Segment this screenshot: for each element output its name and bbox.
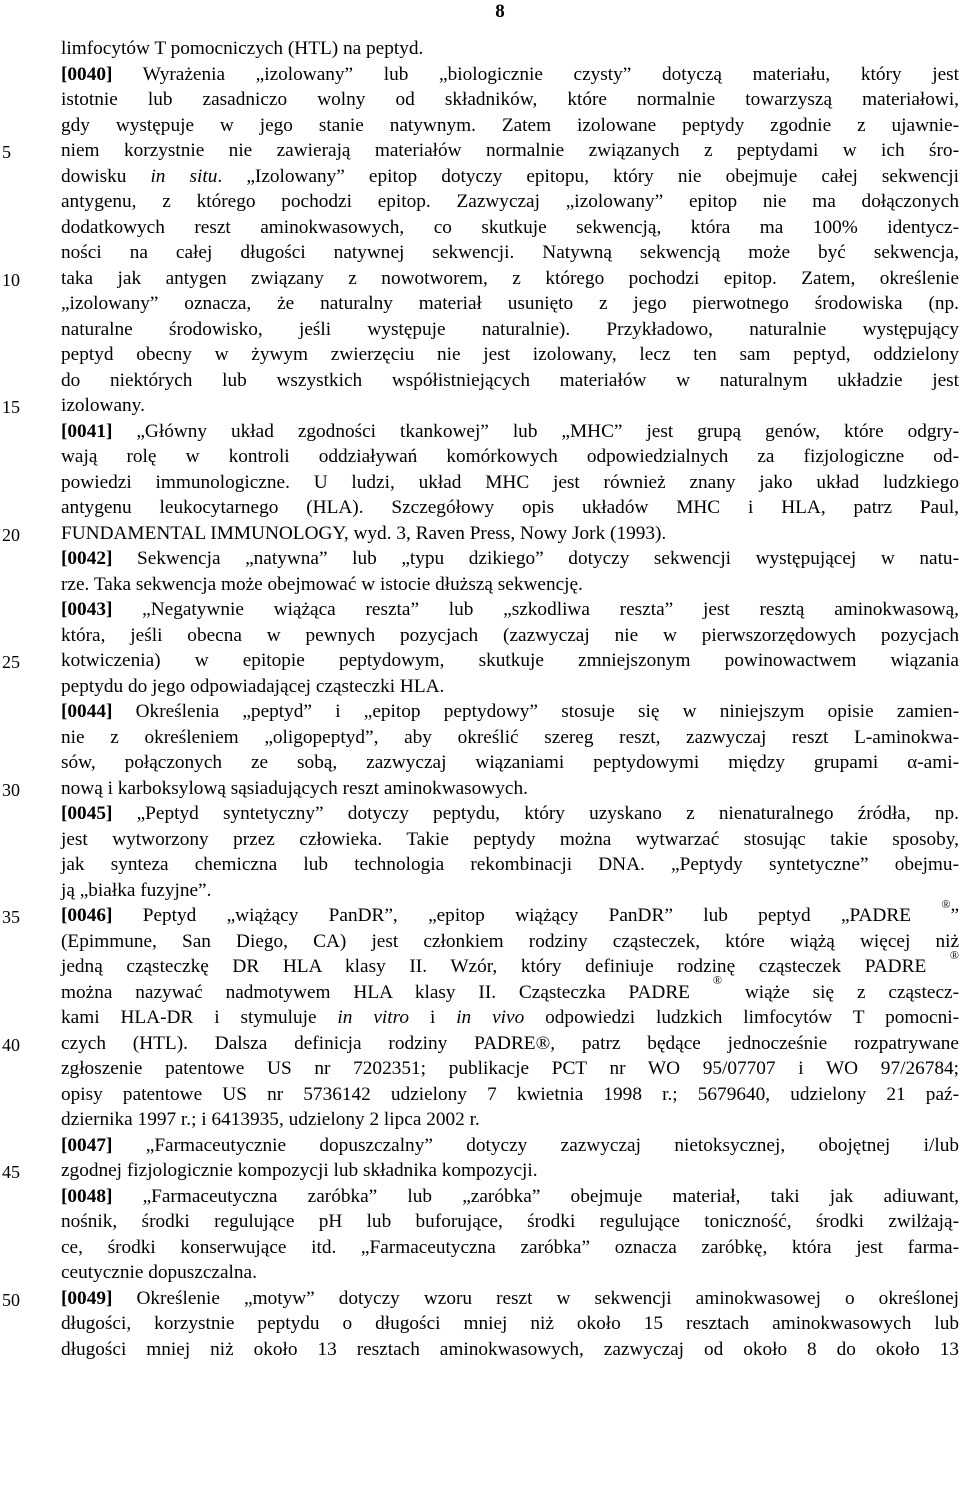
text-segment: która, jeśli obecna w pewnych pozycjach (zazwyczaj nie w pierwszorzędowych pozycjach (61, 624, 959, 646)
text-line (61, 674, 959, 700)
text-segment: wają rolę w kontroli oddziaływań komórkowych odpowiedzialnych za fizjologiczne od- (61, 446, 959, 467)
text-segment: „Farmaceutyczna zaróbka” lub „zaróbka” obejmuje materiał, taki jak adiuwant, (112, 1185, 959, 1207)
text-line (61, 1337, 959, 1363)
text-segment: „Peptyd syntetyczny” dotyczy peptydu, który uzyskano z nienaturalnego źródła, np. (112, 803, 959, 824)
text-segment: dziernika 1997 r.; i 6413935, udzielony 2 lipca 2002 r. (61, 1109, 480, 1130)
text-line (61, 1133, 959, 1159)
text-line (61, 1209, 959, 1235)
margin-line-number: 50 (2, 1289, 20, 1310)
text-line (61, 801, 959, 827)
text-line (61, 291, 959, 317)
paragraph-id: [0043] (61, 599, 113, 620)
text-segment: limfocytów T pomocniczych (HTL) na peptyd. (61, 38, 424, 59)
text-line (61, 189, 959, 215)
text-segment: antygenu, z którego pochodzi epitop. Zazwyczaj „izolowany” epitop nie ma dołączonych (61, 191, 959, 212)
text-segment: jedną cząsteczkę DR HLA klasy II. Wzór, który definiuje rodzinę cząsteczek PADRE (61, 956, 950, 977)
text-segment: taka jak antygen związany z nowotworem, z którego pochodzi epitop. Zatem, określenie (61, 267, 959, 289)
text-segment: kami HLA-DR i stymuluje (61, 1007, 338, 1028)
text-segment: długości mniej niż około 13 resztach aminokwasowych, zazwyczaj od około 8 do około 13 (61, 1338, 959, 1360)
paragraph-id: [0047] (61, 1134, 113, 1156)
text-segment: Sekwencja „natywna” lub „typu dzikiego” dotyczy sekwencji występującej w natu- (112, 548, 959, 569)
italic-term: in vivo (456, 1007, 525, 1028)
registered-mark: ® (941, 896, 951, 911)
text-line (61, 597, 959, 623)
text-segment: ją „białka fuzyjne”. (61, 879, 212, 901)
text-line (61, 852, 959, 878)
margin-line-number: 25 (2, 652, 20, 672)
text-segment: nie z określeniem „oligopeptyd”, aby określić szereg reszt, zazwyczaj reszt L-aminokwa- (61, 726, 959, 748)
text-line (61, 215, 959, 241)
paragraph-id: [0045] (61, 803, 113, 824)
text-line (61, 572, 959, 598)
italic-term: in vitro (337, 1007, 410, 1028)
text-line (61, 317, 959, 343)
text-segment: nośnik, środki regulujące pH lub buforujące, środki regulujące toniczność, środki zwilżają- (61, 1211, 959, 1232)
text-segment: sów, połączonych ze sobą, zazwyczaj wiązaniami peptydowymi między grupami α-ami- (61, 752, 959, 773)
text-segment: opisy patentowe US nr 5736142 udzielony 7 kwietnia 1998 r.; 5679640, udzielony 21 paź- (61, 1083, 959, 1105)
text-segment: ce, środki konserwujące itd. „Farmaceutyczna zaróbka” oznacza zaróbkę, która jest farma- (61, 1236, 959, 1258)
margin-line-number: 30 (2, 779, 20, 800)
text-segment: niem korzystnie nie zawierają materiałów normalnie związanych z peptydami w ich śro- (61, 140, 959, 161)
text-segment: do niektórych lub wszystkich współistniejących materiałów w naturalnym układzie jest (61, 369, 959, 391)
margin-line-number: 35 (2, 907, 20, 927)
text-segment: „izolowany” oznacza, że naturalny materiał usunięto z jego pierwotnego środowiska (np. (61, 293, 959, 314)
text-segment: długości, korzystnie peptydu o długości mniej niż około 15 resztach aminokwasowych lub (61, 1313, 959, 1334)
text-line (61, 444, 959, 470)
text-segment: ności na całej długości natywnej sekwencji. Natywną sekwencją może być sekwencja, (61, 242, 959, 263)
text-line (61, 393, 959, 419)
margin-line-number: 20 (2, 524, 20, 545)
text-line (61, 725, 959, 751)
text-segment: ” (950, 905, 959, 926)
text-segment: jest wytworzony przez człowieka. Takie peptydy można wytwarzać stosując takie sposoby, (61, 828, 959, 850)
text-segment: Wyrażenia „izolowany” lub „biologicznie czysty” dotyczą materiału, który jest (112, 63, 959, 85)
text-segment: gdy występuje w jego stanie natywnym. Zatem izolowane peptydy zgodnie z ujawnie- (61, 114, 959, 136)
text-line (61, 776, 959, 802)
text-line (61, 947, 959, 980)
text-segment: zgłoszenie patentowe US nr 7202351; publikacje PCT nr WO 95/07707 i WO 97/26784; (61, 1058, 959, 1079)
margin-line-number: 40 (2, 1034, 20, 1055)
text-line (61, 929, 959, 955)
text-line (61, 648, 959, 674)
paragraph-id: [0048] (61, 1185, 113, 1207)
text-segment: nową i karboksylową sąsiadujących reszt aminokwasowych. (61, 777, 528, 799)
italic-term: in situ (150, 165, 218, 187)
registered-mark: ® (712, 973, 722, 988)
text-line (61, 1286, 959, 1312)
text-line (61, 1235, 959, 1261)
text-line (61, 138, 959, 164)
text-segment: naturalne środowisko, jeśli występuje naturalnie). Przykładowo, naturalnie występujący (61, 318, 959, 340)
text-segment: Określenie „motyw” dotyczy wzoru reszt w sekwencji aminokwasowej o określonej (112, 1287, 959, 1309)
text-segment: dodatkowych reszt aminokwasowych, co skutkuje sekwencją, która ma 100% identycz- (61, 216, 959, 238)
text-line (61, 495, 959, 521)
text-line (61, 87, 959, 113)
text-line (61, 470, 959, 496)
text-segment: „Farmaceutycznie dopuszczalny” dotyczy zazwyczaj nietoksycznej, obojętnej i/lub (112, 1134, 959, 1156)
text-segment: ceutycznie dopuszczalna. (61, 1262, 257, 1283)
text-segment: jak synteza chemiczna lub technologia rekombinacji DNA. „Peptydy syntetyczne” obejmu- (61, 854, 959, 875)
text-line (61, 266, 959, 292)
text-line (61, 896, 959, 929)
text-line (61, 1184, 959, 1210)
text-line (61, 240, 959, 266)
text-segment: powiedzi immunologiczne. U ludzi, układ MHC jest również znany jako układ ludzkiego (61, 471, 959, 493)
text-segment: FUNDAMENTAL IMMUNOLOGY, wyd. 3, Raven Press, Nowy Jork (1993). (61, 522, 667, 544)
text-line (61, 878, 959, 904)
text-segment: Peptyd „wiążący PanDR”, „epitop wiążący PanDR” lub peptyd „PADRE (112, 905, 942, 926)
text-line (61, 36, 959, 62)
text-segment: rze. Taka sekwencja może obejmować w istocie dłuższą sekwencję. (61, 573, 583, 595)
text-segment: „Główny układ zgodności tkankowej” lub „MHC” jest grupą genów, które odgry- (112, 420, 959, 442)
text-line (61, 699, 959, 725)
margin-line-numbers (0, 0, 30, 1511)
text-segment: istotnie lub zasadniczo wolny od składników, które normalnie towarzyszą materiałowi, (61, 89, 959, 110)
paragraph-id: [0042] (61, 548, 113, 569)
text-segment: czych (HTL). Dalsza definicja rodziny PADRE®, patrz będące jednocześnie rozpatrywane (61, 1032, 959, 1054)
paragraph-id: [0046] (61, 905, 113, 926)
text-segment: można nazywać nadmotywem HLA klasy II. Cząsteczka PADRE (61, 981, 713, 1003)
paragraph-id: [0041] (61, 420, 113, 442)
text-line (61, 1260, 959, 1286)
text-line (61, 1082, 959, 1108)
text-segment: peptyd obecny w żywym zwierzęciu nie jest izolowany, lecz ten sam peptyd, oddzielony (61, 344, 959, 365)
text-line (61, 62, 959, 88)
text-segment: (Epimmune, San Diego, CA) jest członkiem rodziny cząsteczek, które wiążą więcej niż (61, 930, 959, 952)
body-text (61, 36, 959, 1362)
registered-mark: ® (949, 947, 959, 962)
text-segment: zgodnej fizjologicznie kompozycji lub składnika kompozycji. (61, 1160, 538, 1181)
paragraph-id: [0040] (61, 63, 113, 85)
text-line (61, 419, 959, 445)
text-line (61, 368, 959, 394)
text-line (61, 827, 959, 853)
text-segment: antygenu leukocytarnego (HLA). Szczegółowy opis układów MHC i HLA, patrz Paul, (61, 497, 959, 518)
text-line (61, 164, 959, 190)
text-line (61, 1311, 959, 1337)
text-line (61, 1056, 959, 1082)
text-line (61, 973, 959, 1006)
paragraph-id: [0049] (61, 1287, 113, 1309)
margin-line-number: 15 (2, 397, 20, 417)
text-segment: i (409, 1007, 457, 1028)
text-line (61, 1107, 959, 1133)
text-line (61, 342, 959, 368)
text-segment: kotwiczenia) w epitopie peptydowym, skutkuje zmniejszonym powinowactwem wiązania (61, 650, 959, 671)
text-line (61, 1031, 959, 1057)
text-segment: dowisku (61, 165, 151, 187)
text-segment: „Negatywnie wiążąca reszta” lub „szkodliwa reszta” jest resztą aminokwasową, (112, 599, 959, 620)
margin-line-number: 10 (2, 269, 20, 290)
text-segment: izolowany. (61, 395, 145, 416)
text-line (61, 546, 959, 572)
margin-line-number: 45 (2, 1162, 20, 1182)
text-segment: Określenia „peptyd” i „epitop peptydowy” stosuje się w niniejszym opisie zamien- (112, 701, 959, 722)
text-segment: peptydu do jego odpowiadającej cząsteczki HLA. (61, 675, 445, 697)
text-line (61, 1158, 959, 1184)
text-line (61, 1005, 959, 1031)
text-line (61, 521, 959, 547)
text-line (61, 750, 959, 776)
text-segment: odpowiedzi ludzkich limfocytów T pomocni- (524, 1007, 959, 1028)
text-segment: wiąże się z cząstecz- (721, 981, 959, 1003)
text-line (61, 623, 959, 649)
margin-line-number: 5 (2, 142, 11, 162)
text-line (61, 113, 959, 139)
paragraph-id: [0044] (61, 701, 113, 722)
text-segment: . „Izolowany” epitop dotyczy epitopu, który nie obejmuje całej sekwencji (217, 165, 959, 187)
page-number: 8 (495, 1, 505, 22)
